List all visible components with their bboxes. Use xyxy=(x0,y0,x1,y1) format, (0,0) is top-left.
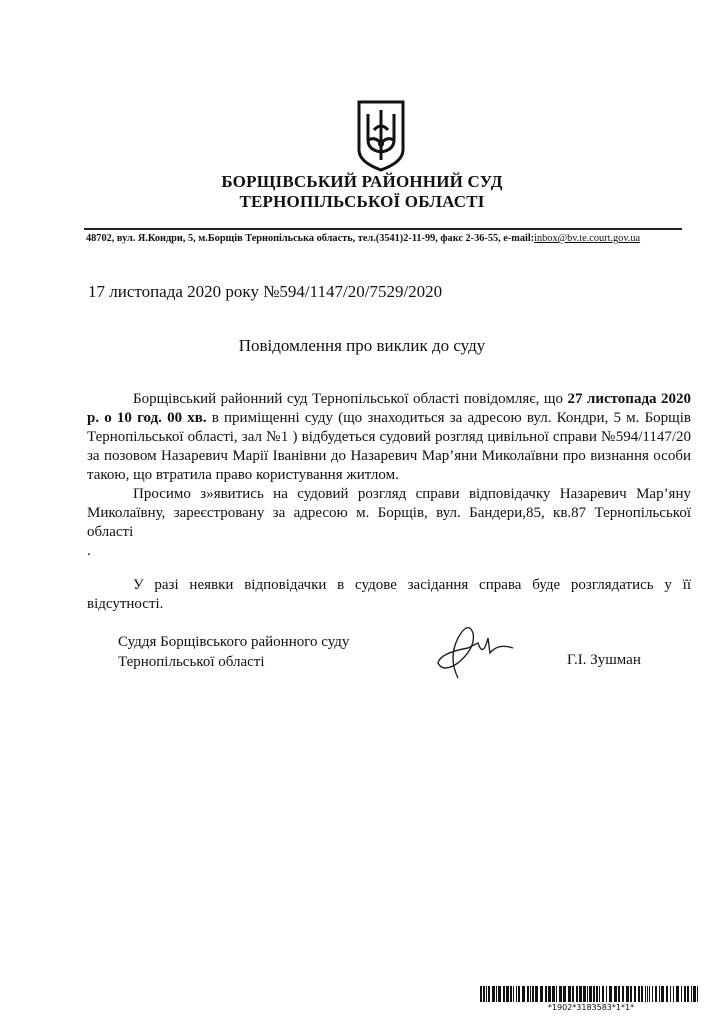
court-region: ТЕРНОПІЛЬСЬКОЇ ОБЛАСТІ xyxy=(239,192,485,211)
barcode-bar xyxy=(634,986,636,1002)
barcode-bar xyxy=(516,986,517,1002)
barcode-bar xyxy=(673,986,674,1002)
text: Борщівський районний суд Тернопільської області повідомляє, що xyxy=(133,391,568,407)
barcode-bar xyxy=(563,986,566,1002)
hearing-datetime: 27 листопада 2020 р. о 10 год. 00 хв. xyxy=(87,391,691,426)
barcode-bar xyxy=(589,986,592,1002)
barcode-bar xyxy=(655,986,657,1002)
barcode-text: *1902*3183583*1*1* xyxy=(547,1003,635,1012)
barcode-bar xyxy=(622,986,624,1002)
barcode-bar xyxy=(579,986,582,1002)
barcode-bar xyxy=(568,986,571,1002)
coat-of-arms-trident-icon xyxy=(356,100,406,172)
document-body xyxy=(87,390,691,614)
barcode-bar xyxy=(530,986,531,1002)
text: в приміщенні суду (що знаходиться за адресою вул. Кондри, 5 м. Борщів Тернопільської області, зал №1 ) відбудеться судовий розгляд цивільної справи №594/1147/20 за позовом Назаревич Марії Іванівни до Назаревич Мар’яни Миколаївни про визнання особи такою, що втратила право користування житлом. xyxy=(87,410,691,483)
paragraph-summons: Просимо з»явитись на судовий розгляд справи відповідачку Назаревич Мар’яну Миколаївну, зареєстровану за адресою м. Борщів, вул. Бандери,85, кв.87 Тернопільської області xyxy=(87,486,691,540)
court-address xyxy=(86,233,640,244)
barcode-bar xyxy=(687,986,689,1002)
barcode-bar xyxy=(638,986,640,1002)
barcode-bar xyxy=(559,986,562,1002)
barcode-bar xyxy=(583,986,586,1002)
barcode-bar xyxy=(676,986,679,1002)
barcode-bar xyxy=(548,986,551,1002)
barcode-bar xyxy=(535,986,538,1002)
date-and-reference: 17 листопада 2020 року №594/1147/20/7529/2020 xyxy=(88,282,443,301)
barcode-bar xyxy=(670,986,671,1002)
court-email-link[interactable]: inbox@bv.te.court.gov.ua xyxy=(534,233,641,244)
barcode-bar xyxy=(630,986,632,1002)
document-heading: Повідомлення про виклик до суду xyxy=(238,336,486,355)
barcode-bar xyxy=(649,986,650,1002)
barcode-bar xyxy=(587,986,588,1002)
barcode-bar xyxy=(614,986,617,1002)
barcode-bar xyxy=(602,986,604,1002)
barcode-bar xyxy=(496,986,497,1002)
barcode-bar xyxy=(480,986,482,1002)
barcode-bar xyxy=(532,986,534,1002)
barcode xyxy=(480,986,702,1002)
barcode-bar xyxy=(681,986,682,1002)
signer-title-line2: Тернопільської області xyxy=(118,654,265,670)
barcode-bar xyxy=(618,986,620,1002)
paragraph-absence: У разі неявки відповідачки в судове засідання справа буде розглядатись у її відсутності. xyxy=(87,577,691,612)
barcode-bar xyxy=(645,986,646,1002)
barcode-bar xyxy=(666,986,668,1002)
barcode-bar xyxy=(693,986,696,1002)
barcode-bar xyxy=(609,986,612,1002)
signer-title xyxy=(118,632,349,672)
barcode-bar xyxy=(626,986,629,1002)
barcode-bar xyxy=(510,986,512,1002)
handwritten-signature xyxy=(428,618,518,682)
paragraph-notice xyxy=(87,390,691,485)
barcode-bar xyxy=(503,986,505,1002)
barcode-bar xyxy=(641,986,643,1002)
barcode-bar xyxy=(599,986,600,1002)
barcode-bar xyxy=(572,986,574,1002)
barcode-bar xyxy=(647,986,648,1002)
address-text: 48702, вул. Я.Кондри, 5, м.Борщів Тернопільська область, тел.(3541)2-11-99, факс 2-36-55, e-mail: xyxy=(86,233,535,244)
barcode-bar xyxy=(492,986,495,1002)
barcode-bar xyxy=(606,986,607,1002)
header-divider xyxy=(84,228,682,230)
barcode-bar xyxy=(661,986,664,1002)
barcode-bar xyxy=(684,986,686,1002)
stray-dot: . xyxy=(87,543,91,559)
barcode-bar xyxy=(697,986,698,1002)
barcode-bar xyxy=(659,986,660,1002)
barcode-bar xyxy=(556,986,557,1002)
barcode-bar xyxy=(691,986,692,1002)
barcode-bar xyxy=(506,986,509,1002)
barcode-bar xyxy=(527,986,529,1002)
barcode-bar xyxy=(518,986,520,1002)
barcode-bar xyxy=(576,986,578,1002)
barcode-bar xyxy=(522,986,525,1002)
barcode-bar xyxy=(513,986,514,1002)
barcode-bar xyxy=(596,986,598,1002)
barcode-bar xyxy=(593,986,595,1002)
barcode-bar xyxy=(486,986,487,1002)
barcode-bar xyxy=(488,986,490,1002)
barcode-bar xyxy=(552,986,555,1002)
barcode-bar xyxy=(483,986,485,1002)
barcode-bar xyxy=(545,986,547,1002)
barcode-bar xyxy=(652,986,653,1002)
barcode-bar xyxy=(498,986,501,1002)
barcode-bar xyxy=(540,986,543,1002)
signer-title-line1: Суддя Борщівського районного суду xyxy=(118,634,350,650)
judge-name: Г.І. Зушман xyxy=(567,652,641,668)
court-name: БОРЩІВСЬКИЙ РАЙОННИЙ СУД xyxy=(221,172,503,191)
